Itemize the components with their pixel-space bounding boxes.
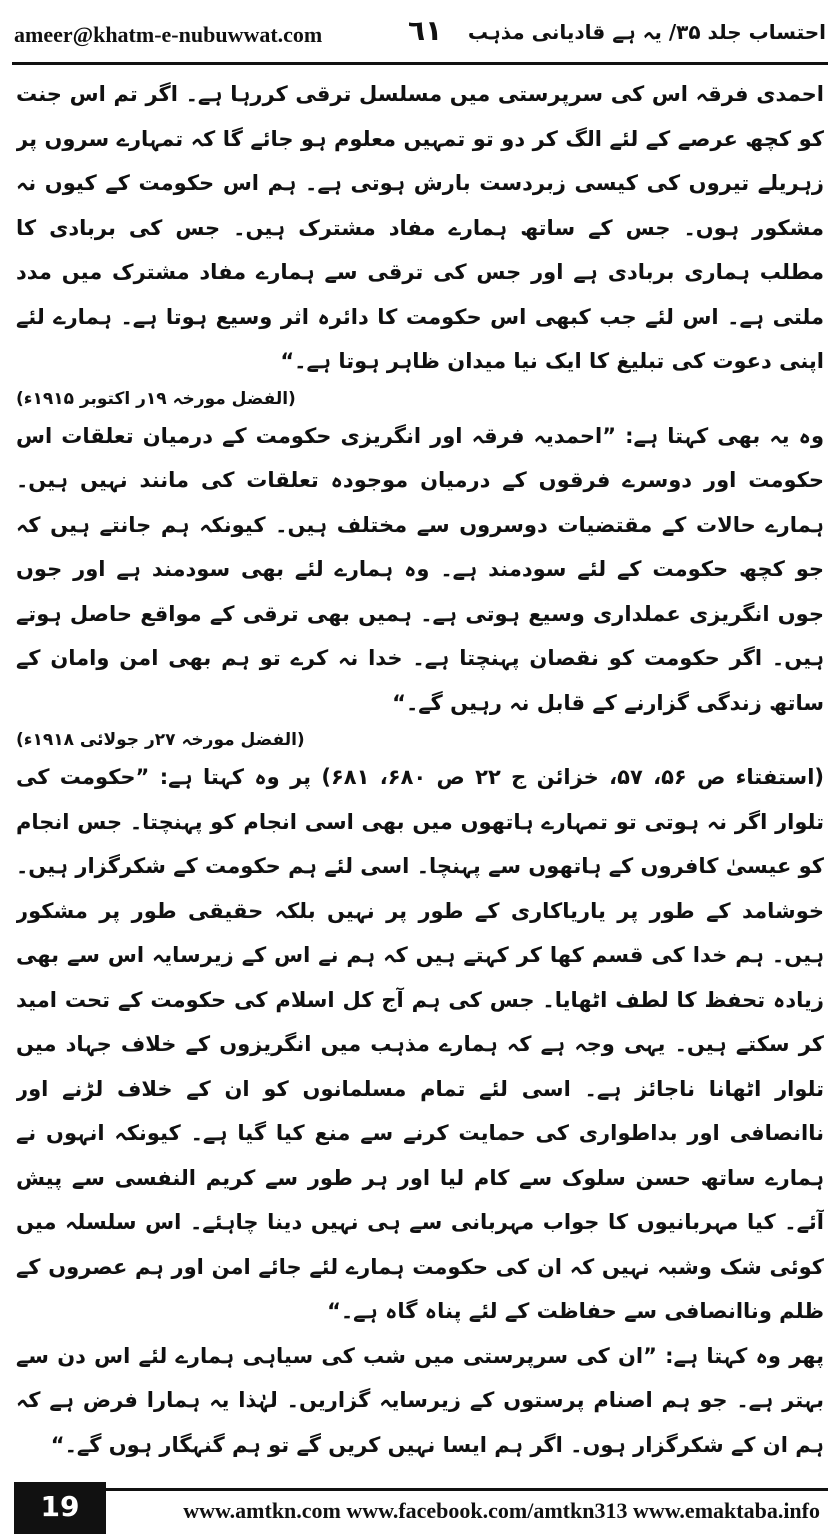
footer-divider <box>106 1488 828 1491</box>
paragraph <box>16 1467 824 1472</box>
page-header <box>0 0 840 70</box>
header-page-number: ٦١ <box>408 14 443 47</box>
page-body <box>16 72 824 1472</box>
header-divider <box>12 62 828 65</box>
citation: (الفضل مورخہ ۱۹ر اکتوبر ۱۹۱۵ء) <box>16 388 296 409</box>
footer-page-number: 19 <box>14 1482 106 1534</box>
header-email: ameer@khatm-e-nubuwwat.com <box>14 22 323 47</box>
paragraph: پھر وہ کہتا ہے: ”ان کی سرپرستی میں شب کی سیاہی ہمارے لئے اس دن سے بہتر ہے۔ جو ہم اصنام پرستوں کے زیرسایہ گزاریں۔ لہٰذا یہ ہمارا فرض ہے کہ ہم ان کے شکرگزار ہوں۔ اگر ہم ایسا نہیں کریں گے تو ہم گنہگار ہوں گے۔“ <box>16 1343 824 1457</box>
paragraph: (استفتاء ص ۵۶، ۵۷، خزائن ج ۲۲ ص ۶۸۰، ۶۸۱) پر وہ کہتا ہے: ”حکومت کی تلوار اگر نہ ہوتی تو تمہارے ہاتھوں میں بھی اسی انجام کو پہنچتا۔ جس انجام کو عیسیٰ کافروں کے ہاتھوں سے پہنچا۔ اسی لئے ہم حکومت کے شکرگزار ہیں۔ خوشامد کے طور پر یاریاکاری کے طور پر نہیں بلکہ حقیقی طور پر مشکور ہیں۔ ہم خدا کی قسم کھا کر کہتے ہیں کہ ہم نے اس کے زیرسایہ اس سے بھی زیادہ تحفظ کا لطف اٹھایا۔ جس کی ہم آج کل اسلام کی حکومت کے تحت امید کر سکتے ہیں۔ یہی وجہ ہے کہ ہمارے مذہب میں انگریزوں کے خلاف جہاد میں تلوار اٹھانا ناجائز ہے۔ اسی لئے تمام مسلمانوں کو ان کے خلاف لڑنے اور ناانصافی اور بداطواری کی حمایت کرنے سے منع کیا گیا ہے۔ کیونکہ انہوں نے ہمارے ساتھ حسن سلوک سے کام لیا اور ہر طور سے کریم النفسی سے پیش آئے۔ کیا مہربانیوں کا جواب مہربانی سے ہی نہیں دینا چاہئے۔ اس سلسلہ میں کوئی شک وشبہ نہیں کہ ان کی حکومت ہمارے لئے جائے امن اور ہم عصروں کے ظلم وناانصافی سے حفاظت کے لئے پناہ گاہ ہے۔“ <box>16 765 824 1323</box>
header-book-title: احتساب جلد ۳۵/ یہ ہے قادیانی مذہب <box>467 20 826 44</box>
paragraph: وہ یہ بھی کہتا ہے: ”احمدیہ فرقہ اور انگریزی حکومت کے درمیان تعلقات اس حکومت اور دوسرے فرقوں کے درمیان موجودہ تعلقات کی مانند نہیں ہیں۔ ہمارے حالات کے مقتضیات دوسروں سے مختلف ہیں۔ کیونکہ ہم جانتے ہیں کہ جو کچھ حکومت کے لئے سودمند ہے۔ وہ ہمارے لئے بھی سودمند ہے اور جوں جوں انگریزی عملداری وسیع ہوتی ہے۔ ہمیں بھی ترقی کے مواقع حاصل ہوتے ہیں۔ اگر حکومت کو نقصان پہنچتا ہے۔ خدا نہ کرے تو ہم بھی امن وامان کے ساتھ زندگی گزارنے کے قابل نہ رہیں گے۔“ <box>16 423 824 715</box>
paragraph: احمدی فرقہ اس کی سرپرستی میں مسلسل ترقی کررہا ہے۔ اگر تم اس جنت کو کچھ عرصے کے لئے الگ کر دو تو تمہیں معلوم ہو جائے گا کہ تمہارے سروں پر زہریلے تیروں کی کیسی زبردست بارش ہوتی ہے۔ ہم اس حکومت کے کیوں نہ مشکور ہوں۔ جس کے ساتھ ہمارے مفاد مشترک ہیں۔ جس کی بربادی کا مطلب ہماری بربادی ہے اور جس کی ترقی سے ہمارے مفاد مشترک میں مدد ملتی ہے۔ اس لئے جب کبھی اس حکومت کا دائرہ اثر وسیع ہوتا ہے۔ ہمارے لئے اپنی دعوت کی تبلیغ کا ایک نیا میدان ظاہر ہوتا ہے۔“ <box>16 82 824 373</box>
footer-links: www.amtkn.com www.facebook.com/amtkn313 www.emaktaba.info <box>183 1498 820 1523</box>
page-footer <box>0 1482 840 1540</box>
citation: (الفضل مورخہ ۲۷ر جولائی ۱۹۱۸ء) <box>16 730 305 750</box>
